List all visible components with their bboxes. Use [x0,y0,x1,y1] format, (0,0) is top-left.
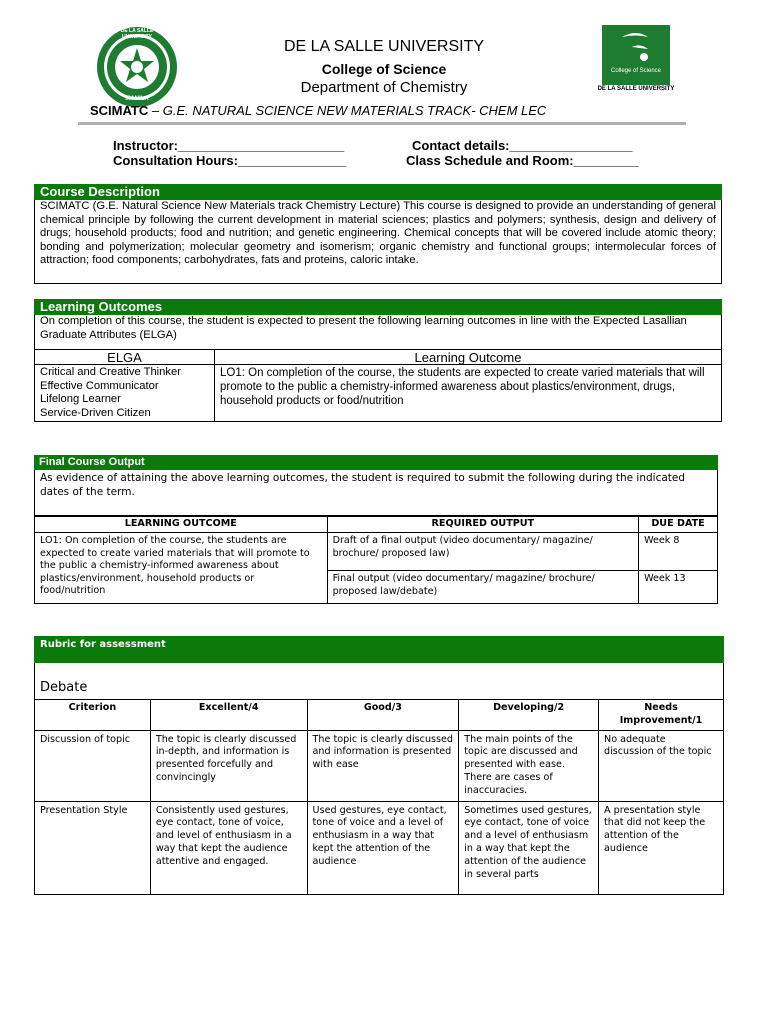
rubric-subtitle: Debate [40,680,88,695]
course-description-box [34,200,722,284]
learning-outcomes-intro: On completion of this course, the student is expected to present the following learning outcomes in line with the Expected Lasallian Graduate Attributes (ELGA) [40,315,687,341]
criterion-cell: Discussion of topic [35,730,151,801]
col-due-header: DUE DATE [639,517,718,533]
elga-list [40,366,212,420]
table-row [35,730,724,801]
developing-cell: The main points of the topic are discussed and presented with ease. There are cases of inaccuracies. [459,730,599,801]
contact-line: Contact details:_________________ [412,138,633,153]
college-name: College of Science [321,61,447,77]
due-date-cell: Week 8 [639,533,718,571]
learning-outcomes-header [34,299,722,315]
rubric-table [34,699,724,895]
college-logo-caption: College of Science [610,68,662,74]
due-date-cell: Week 13 [639,571,718,604]
required-output-cell: Draft of a final output (video documentary/ magazine/ brochure/ proposed law) [327,533,638,571]
table-row [35,801,724,894]
col-lo-header: LEARNING OUTCOME [35,517,328,533]
excellent-cell: Consistently used gestures, eye contact, tone of voice, and level of enthusiasm in a way that kept the audience attentive and engaged. [150,801,307,894]
final-output-title: Final Course Output [39,456,145,468]
header-rule [78,122,686,125]
col-elga: ELGA [107,350,142,365]
lo-cell: LO1: On completion of the course, the students are expected to create varied materials that will promote to the public a chemistry-informed awareness about plastics/environment, household products or food/nutrition [35,533,328,604]
course-heading [90,103,690,118]
rubric-col-developing: Developing/2 [459,700,599,731]
good-cell: The topic is clearly discussed and information is presented with ease [307,730,459,801]
elga-item: Critical and Creative Thinker [40,366,181,378]
department-name: Department of Chemistry [300,79,468,96]
good-cell: Used gestures, eye contact, tone of voice and a level of enthusiasm in a way that kept the attention of the audience [307,801,459,894]
rubric-col-excellent: Excellent/4 [150,700,307,731]
seal-top-text: DE LA SALLE UNIVERSITY [120,28,154,40]
needs-cell: No adequate discussion of the topic [599,730,724,801]
criterion-cell: Presentation Style [35,801,151,894]
course-description-title: Course Description [40,184,160,199]
final-output-intro: As evidence of attaining the above learning outcomes, the student is required to submit the following during the indicated dates of the term. [40,472,686,498]
rubric-subtitle-row [34,663,724,699]
required-output-cell: Final output (video documentary/ magazine/ brochure/ proposed law/debate) [327,571,638,604]
final-output-intro-box [34,470,718,516]
course-code: SCIMATC [90,103,149,118]
outcome-text: LO1: On completion of the course, the students are expected to create varied materials that will promote to the public a chemistry-informed awareness about plastics/environment, drugs, household products or food/nutrition [220,367,705,407]
rubric-col-criterion: Criterion [35,700,151,731]
needs-cell: A presentation style that did not keep the attention of the audience [599,801,724,894]
seal-bottom-text: MANILA [125,96,149,102]
final-output-table [34,516,718,604]
developing-cell: Sometimes used gestures, eye contact, tone of voice and a level of enthusiasm in a way that kept the attention of the audience in several parts [459,801,599,894]
final-output-header [34,455,718,470]
elga-item: Effective Communicator [40,379,159,392]
rubric-col-good: Good/3 [307,700,459,731]
learning-outcomes-title: Learning Outcomes [40,299,163,314]
rubric-header [34,636,724,663]
course-description-header [34,184,722,200]
schedule-line: Class Schedule and Room:_________ [406,153,639,168]
instructor-line: Instructor:_______________________ [113,138,345,153]
col-learning-outcome: Learning Outcome [414,350,522,365]
elga-item: Service-Driven Citizen [40,406,151,419]
excellent-cell: The topic is clearly discussed in-depth, and information is presented forcefully and convincingly [150,730,307,801]
university-name: DE LA SALLE UNIVERSITY [283,38,485,55]
learning-outcomes-box [34,315,722,422]
university-seal [96,26,178,108]
college-logo-footer: DE LA SALLE UNIVERSITY [597,86,675,92]
course-description-text: SCIMATC (G.E. Natural Science New Materials track Chemistry Lecture) This course is designed to provide an understanding of general chemical principle by following the current development in material sciences; plastics and polymers; synthesis, design and delivery of drugs; household products; food and nutrition; and genetic engineering. Chemical concepts that will be covered include atomic theory; bonding and polymerization; molecular geometry and isomerism; organic chemistry and functional groups; intermolecular forces of attraction; food components; carbohydrates, fats and proteins, caloric intake. [40,200,716,266]
rubric-col-needs-improvement: Needs Improvement/1 [599,700,724,731]
consultation-line: Consultation Hours:_______________ [113,153,347,168]
elga-item: Lifelong Learner [40,393,121,405]
col-required-header: REQUIRED OUTPUT [327,517,638,533]
course-dash: – [151,103,160,118]
course-title: G.E. NATURAL SCIENCE NEW MATERIALS TRACK- CHEM LEC [162,103,547,118]
college-logo [602,25,670,85]
rubric-title: Rubric for assessment [40,639,166,650]
